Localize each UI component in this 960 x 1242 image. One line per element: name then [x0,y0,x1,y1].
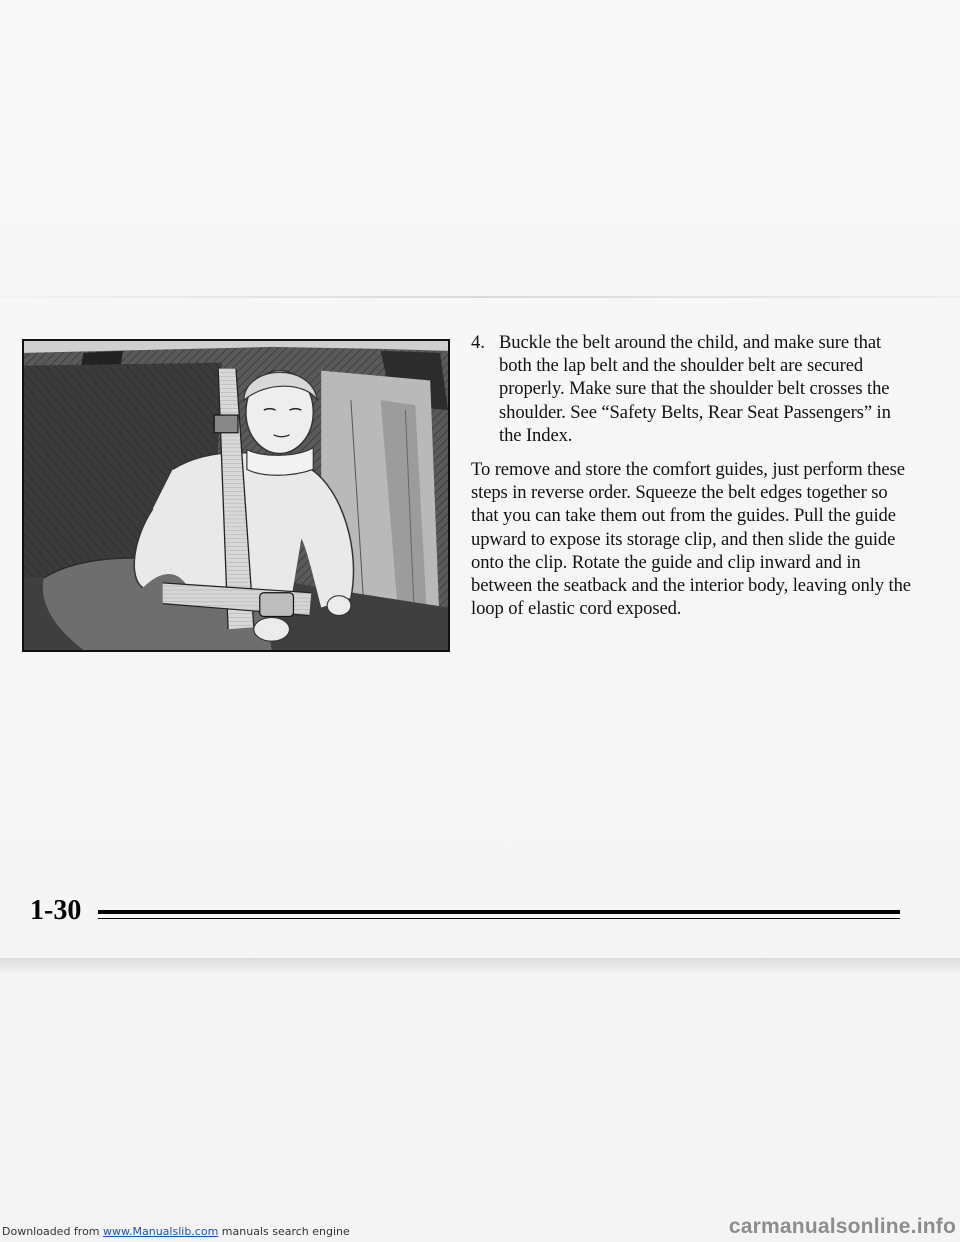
footer-rule [98,910,900,914]
credit-prefix: Downloaded from [2,1225,104,1238]
site-watermark: carmanualsonline.info [728,1215,956,1238]
download-credit [2,1225,350,1238]
manualslib-link[interactable]: www.Manualslib.com [103,1225,219,1238]
child-seatbelt-illustration [22,339,450,652]
instruction-step [471,331,911,447]
page-number: 1-30 [30,895,82,926]
step-text: Buckle the belt around the child, and make sure that both the lap belt and the shoulder belt are secured properly. Make sure that the shoulder belt crosses the shoulder. See “Safety Belts, Rear Seat Passengers” in the Index. [499,332,891,446]
storage-paragraph: To remove and store the comfort guides, just perform these steps in reverse order. Squeeze the belt edges together so that you can take them out from the guides. Pull the guide upward to expose its storage clip, and then slide the guide onto the clip. Rotate the guide and clip inward and in between the seatback and the interior body, leaving only the loop of elastic cord exposed. [471,459,911,620]
scan-edge-bottom [0,958,960,972]
instruction-text [471,331,911,620]
credit-suffix: manuals search engine [218,1225,350,1238]
footer-rule-secondary [98,918,900,919]
scan-edge-top [0,296,960,298]
step-number: 4. [471,332,485,353]
